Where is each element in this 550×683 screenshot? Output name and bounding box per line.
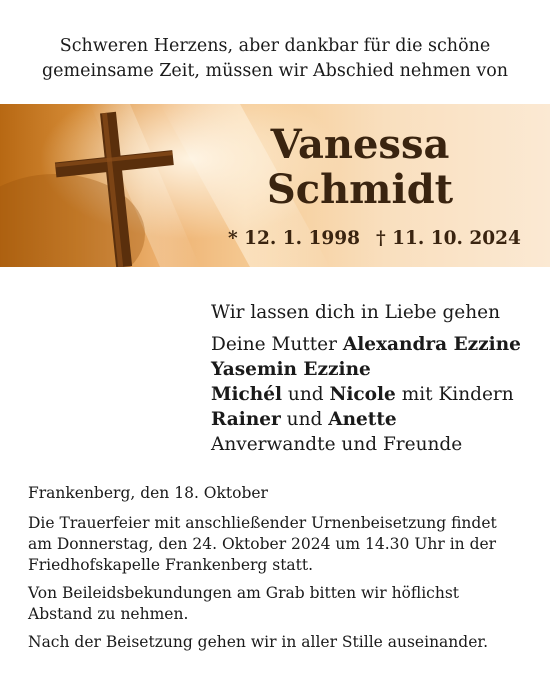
farewell-tagline: Wir lassen dich in Liebe gehen bbox=[211, 302, 501, 323]
name-banner bbox=[0, 104, 550, 267]
death-date: † 11. 10. 2024 bbox=[376, 228, 521, 249]
mourners-block bbox=[211, 301, 521, 457]
paragraph-gap bbox=[28, 576, 533, 583]
mourner-row-1 bbox=[211, 332, 521, 357]
announcement-body bbox=[28, 483, 533, 653]
last-name: Schmidt bbox=[266, 166, 454, 213]
intro-line-1: Schweren Herzens, aber dankbar für die schöne bbox=[59, 36, 491, 56]
mourner-row-2 bbox=[211, 357, 521, 382]
mourner-name: Anette bbox=[328, 409, 397, 430]
closing-line: Nach der Beisetzung gehen wir in aller Stille auseinander. bbox=[28, 633, 488, 651]
condolence-line-2: Abstand zu nehmen. bbox=[28, 605, 189, 623]
condolence-line-1: Von Beileidsbekundungen am Grab bitten wir höflichst bbox=[28, 584, 460, 602]
birth-date: * 12. 1. 1998 bbox=[228, 228, 360, 249]
paragraph-gap bbox=[28, 625, 533, 632]
intro-text bbox=[0, 34, 550, 84]
mourner-row-5: Anverwandte und Freunde bbox=[211, 434, 463, 455]
mourner-row-3 bbox=[211, 382, 521, 407]
first-name: Vanessa bbox=[270, 121, 450, 168]
mourner-name: Alexandra Ezzine bbox=[342, 334, 521, 355]
mourner-connector: und bbox=[280, 409, 329, 430]
mourner-name: Rainer bbox=[211, 409, 281, 430]
intro-line-2: gemeinsame Zeit, müssen wir Abschied nehmen von bbox=[41, 61, 509, 81]
mourner-name: Nicole bbox=[329, 384, 396, 405]
mourner-suffix: mit Kindern bbox=[395, 384, 514, 405]
mourner-name: Yasemin Ezzine bbox=[211, 359, 371, 380]
mourner-connector: und bbox=[282, 384, 330, 405]
mourner-row-4 bbox=[211, 407, 521, 432]
ceremony-line-1: Die Trauerfeier mit anschließender Urnenbeisetzung findet bbox=[28, 514, 497, 532]
place-date: Frankenberg, den 18. Oktober bbox=[28, 484, 268, 502]
mourner-name: Michél bbox=[211, 384, 283, 405]
ceremony-line-2: am Donnerstag, den 24. Oktober 2024 um 14.30 Uhr in der bbox=[28, 535, 497, 553]
ceremony-line-3: Friedhofskapelle Frankenberg statt. bbox=[28, 556, 314, 574]
mourner-relation: Deine Mutter bbox=[211, 334, 343, 355]
